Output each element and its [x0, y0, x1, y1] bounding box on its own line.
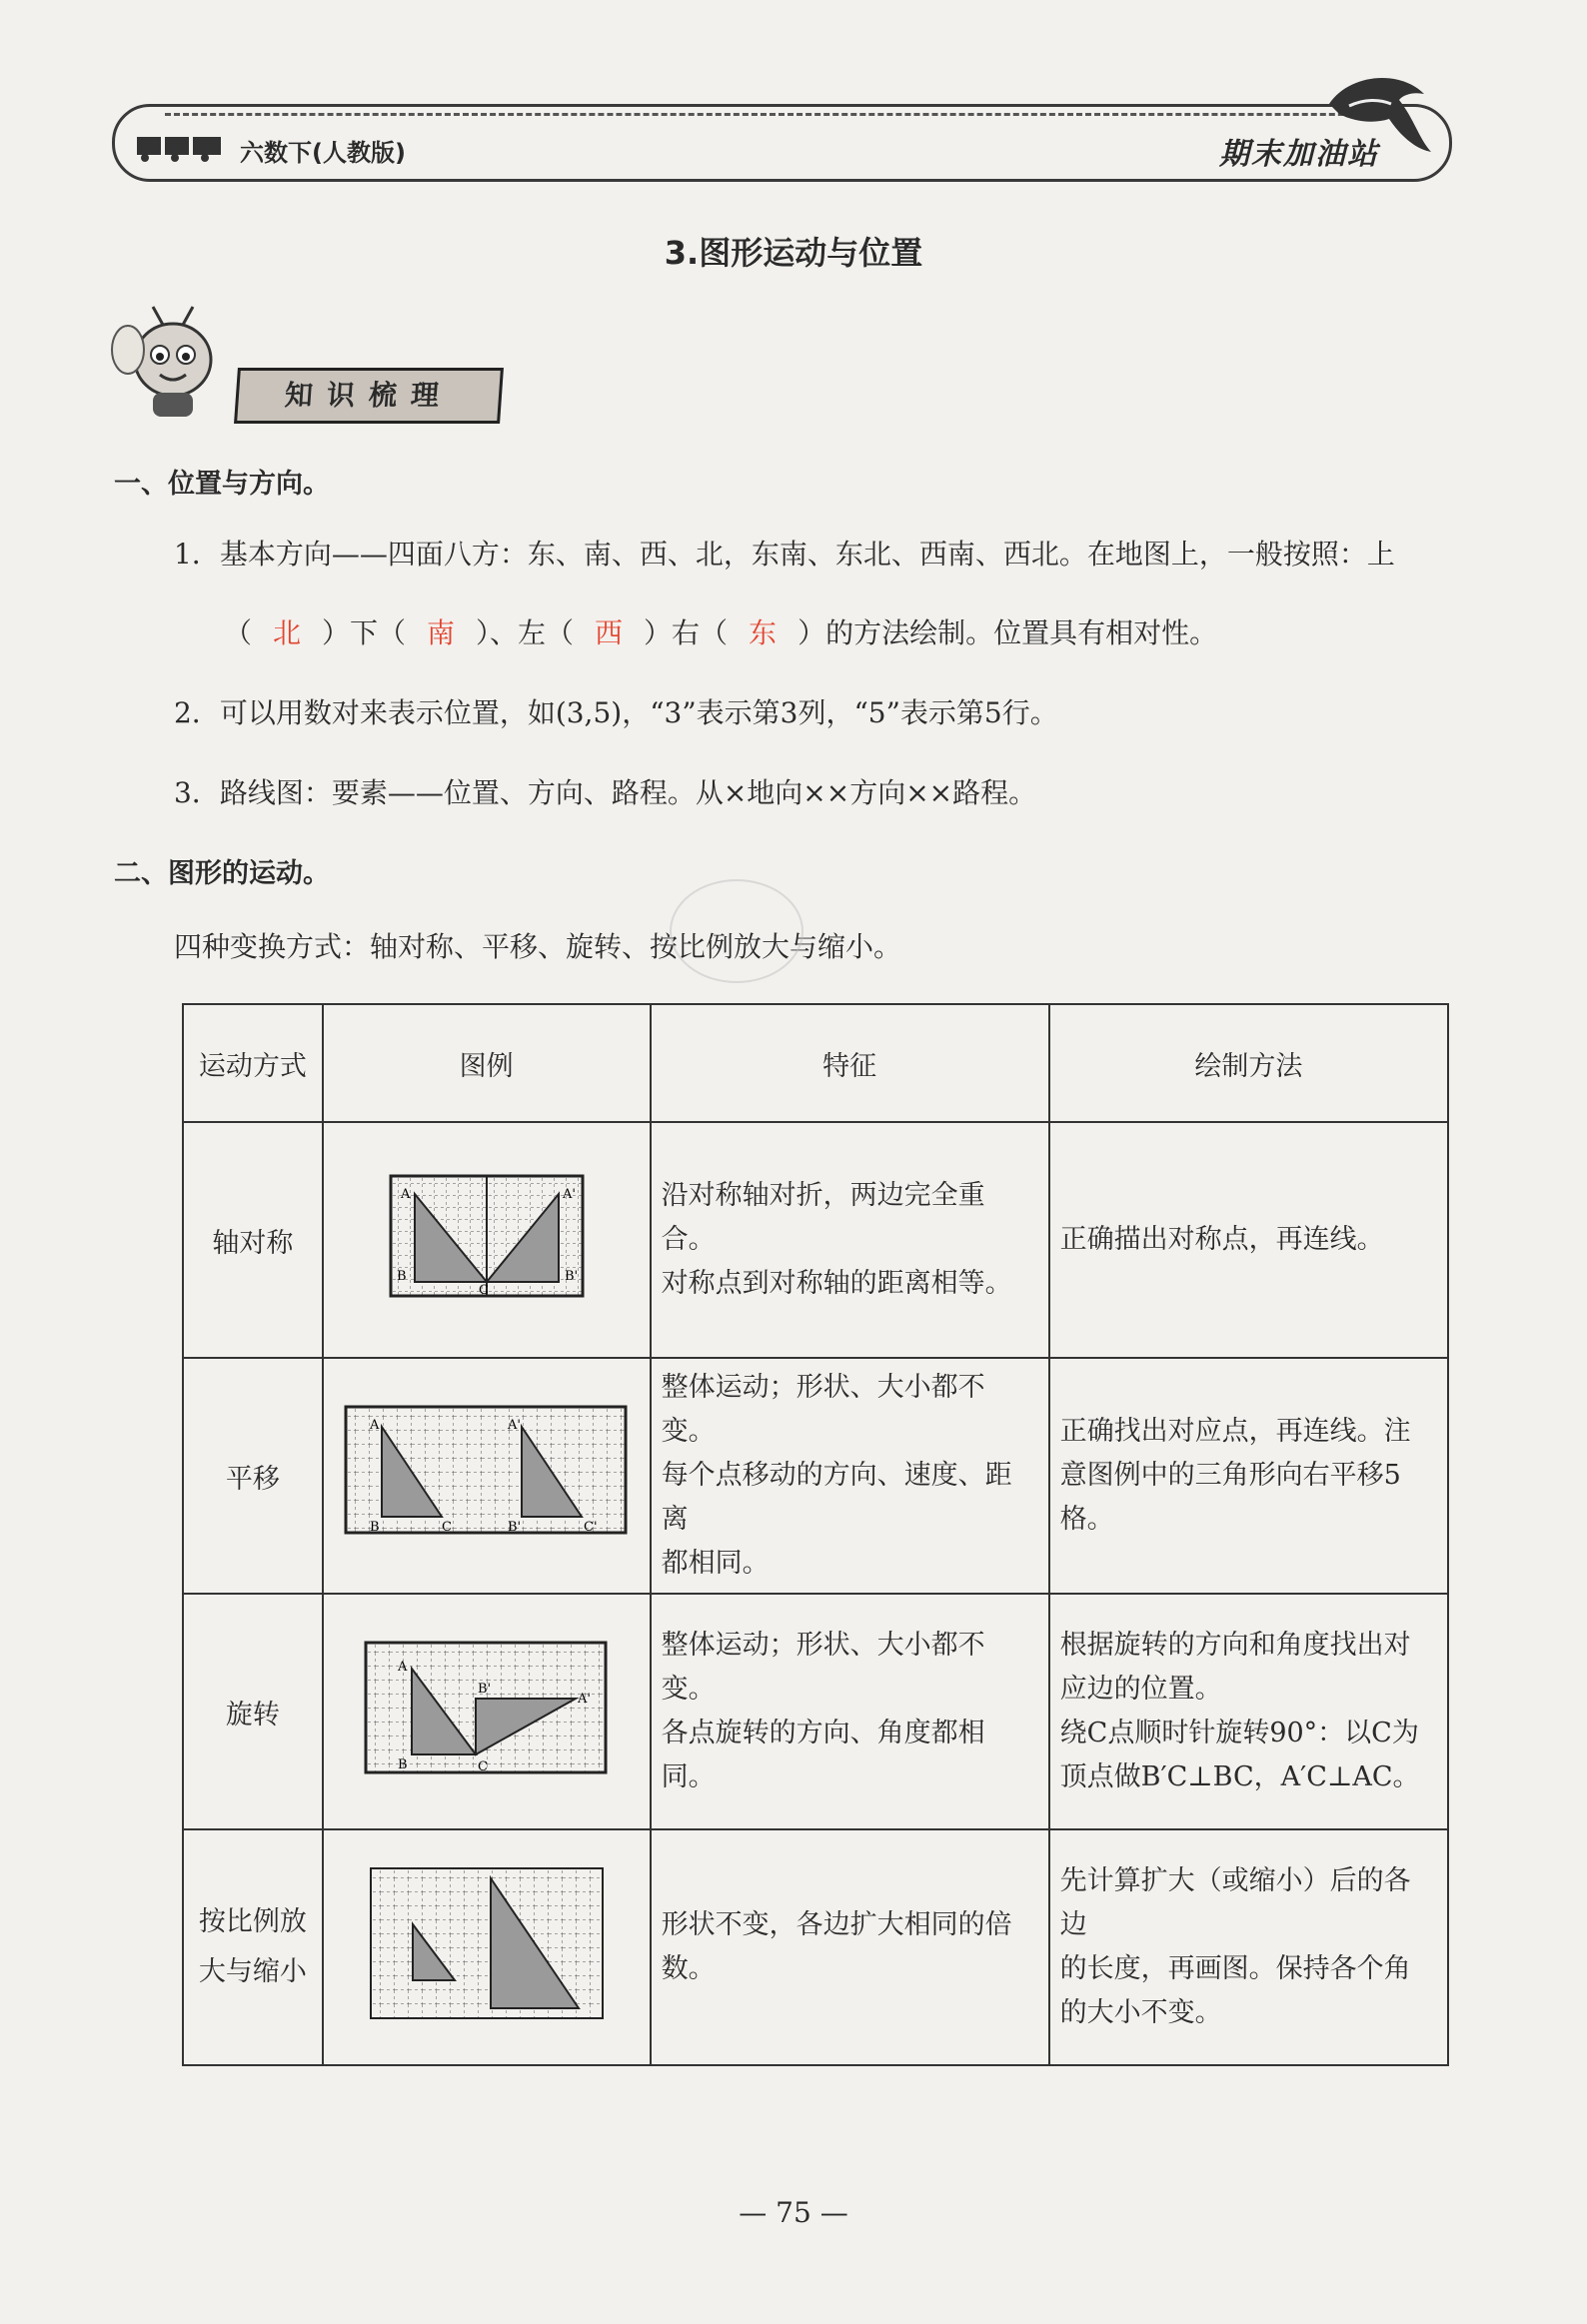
feature-cell: [651, 1594, 1049, 1829]
diagram-cell: [323, 1594, 651, 1829]
table-row: [183, 1122, 1448, 1358]
table-row: [183, 1594, 1448, 1829]
feature-line: 整体运动；形状、大小都不变。: [661, 1372, 985, 1447]
feature-line: 对称点到对称轴的距离相等。: [661, 1268, 1012, 1299]
header-cell: 运动方式: [183, 1004, 323, 1122]
method-cell: [1049, 1829, 1448, 2065]
label-b-prime: B': [477, 1681, 491, 1697]
label-a: A: [397, 1659, 408, 1675]
method-cell: [1049, 1358, 1448, 1594]
line2-part: ）、左（: [476, 616, 575, 649]
header-dashed-line: [165, 113, 1389, 116]
diagram-cell: [323, 1122, 651, 1358]
label-b-prime: B': [507, 1519, 521, 1535]
feature-line: 沿对称轴对折，两边完全重合。: [661, 1180, 985, 1255]
header-cell: 图例: [323, 1004, 651, 1122]
line2-part: ）右（: [644, 616, 729, 649]
feature-line: 数。: [661, 1953, 716, 1984]
label-a: A: [400, 1186, 411, 1202]
answer-east: 东: [749, 616, 778, 649]
diagram-cell: [323, 1358, 651, 1594]
method-line: 的长度，再画图。保持各个角: [1059, 1953, 1411, 1984]
diagram-cell: [323, 1829, 651, 2065]
line2-part: ）的方法绘制。位置具有相对性。: [797, 616, 1218, 649]
motion-name: 轴对称: [183, 1122, 323, 1358]
page-title: 3.图形运动与位置: [664, 234, 923, 272]
label-c-prime: C': [583, 1519, 598, 1535]
answer-west: 西: [595, 616, 624, 649]
section1-heading: 一、位置与方向。: [114, 469, 330, 500]
header-cell: 特征: [651, 1004, 1049, 1122]
section1-line1: 1．基本方向——四面八方：东、南、西、北，东南、东北、西南、西北。在地图上，一般按照：上: [174, 538, 1395, 571]
section2-heading: 二、图形的运动。: [114, 858, 330, 889]
axial-symmetry-diagram: [387, 1172, 587, 1302]
page-number: — 75 —: [739, 2196, 848, 2229]
train-icon: [135, 133, 225, 163]
header-cell: 绘制方法: [1049, 1004, 1448, 1122]
table-header-row: [183, 1004, 1448, 1122]
method-cell: [1049, 1594, 1448, 1829]
label-c: C: [441, 1519, 452, 1535]
feature-cell: [651, 1122, 1049, 1358]
table-row: [183, 1358, 1448, 1594]
label-b-prime: B': [564, 1268, 578, 1284]
rotation-diagram: [362, 1639, 612, 1778]
section1-line2: [224, 611, 1217, 651]
feature-cell: [651, 1829, 1049, 2065]
motion-name: 旋转: [183, 1594, 323, 1829]
method-line: 格。: [1059, 1504, 1114, 1535]
motion-name: [183, 1829, 323, 2065]
section1-line4: 3．路线图：要素——位置、方向、路程。从×地向××方向××路程。: [174, 776, 1037, 809]
banner-text: 知识梳理: [283, 379, 455, 412]
knowledge-banner: [234, 368, 504, 424]
watermark-stamp: [670, 879, 803, 983]
feature-line: 形状不变，各边扩大相同的倍: [661, 1909, 1012, 1940]
section1-line3: 2．可以用数对来表示位置，如(3,5)，“3”表示第3列，“5”表示第5行。: [174, 696, 1058, 729]
label-c: C: [478, 1282, 489, 1298]
feature-cell: [651, 1358, 1049, 1594]
feature-line: 都相同。: [661, 1548, 770, 1579]
label-a-prime: A': [562, 1186, 576, 1202]
feature-line: 整体运动；形状、大小都不变。: [661, 1630, 985, 1705]
brand-title: 期末加油站: [1219, 137, 1379, 172]
method-line: 绕C点顺时针旋转90°：以C为: [1059, 1718, 1419, 1748]
method-line: 意图例中的三角形向右平移5: [1059, 1460, 1401, 1491]
method-line: 先计算扩大（或缩小）后的各边: [1059, 1865, 1411, 1940]
method-line: 根据旋转的方向和角度找出对: [1059, 1630, 1411, 1661]
label-a-prime: A': [507, 1417, 521, 1433]
scaling-diagram: [367, 1864, 607, 2024]
motion-name-line: 按比例放: [198, 1906, 307, 1937]
section2-intro: 四种变换方式：轴对称、平移、旋转、按比例放大与缩小。: [174, 930, 902, 963]
method-cell: [1049, 1122, 1448, 1358]
feature-line: 每个点移动的方向、速度、距离: [661, 1460, 1012, 1535]
feature-line: 各点旋转的方向、角度都相同。: [661, 1718, 985, 1792]
transform-table: [182, 1003, 1449, 2066]
motion-name: 平移: [183, 1358, 323, 1594]
label-b: B: [396, 1268, 407, 1284]
method-line: 的大小不变。: [1059, 1997, 1222, 2028]
method-line: 正确找出对应点，再连线。注: [1059, 1416, 1411, 1447]
grade-label: 六数下(人教版): [240, 139, 406, 167]
answer-south: 南: [427, 616, 456, 649]
line2-part: ）下（: [322, 616, 407, 649]
label-a: A: [369, 1417, 380, 1433]
label-b: B: [369, 1519, 380, 1535]
method-line: 应边的位置。: [1059, 1674, 1222, 1705]
label-c: C: [477, 1758, 488, 1774]
method-line: 正确描出对称点，再连线。: [1059, 1224, 1384, 1255]
dolphin-icon: [1319, 64, 1439, 159]
label-b: B: [397, 1756, 408, 1772]
method-line: 顶点做B′C⊥BC，A′C⊥AC。: [1059, 1761, 1420, 1792]
line2-part: （: [224, 616, 253, 649]
answer-north: 北: [273, 616, 302, 649]
table-row: [183, 1829, 1448, 2065]
bee-mascot-icon: [108, 305, 238, 425]
page-header: [112, 104, 1452, 182]
label-a-prime: A': [577, 1691, 591, 1707]
translation-diagram: [342, 1403, 632, 1543]
motion-name-line: 大与缩小: [198, 1956, 307, 1987]
